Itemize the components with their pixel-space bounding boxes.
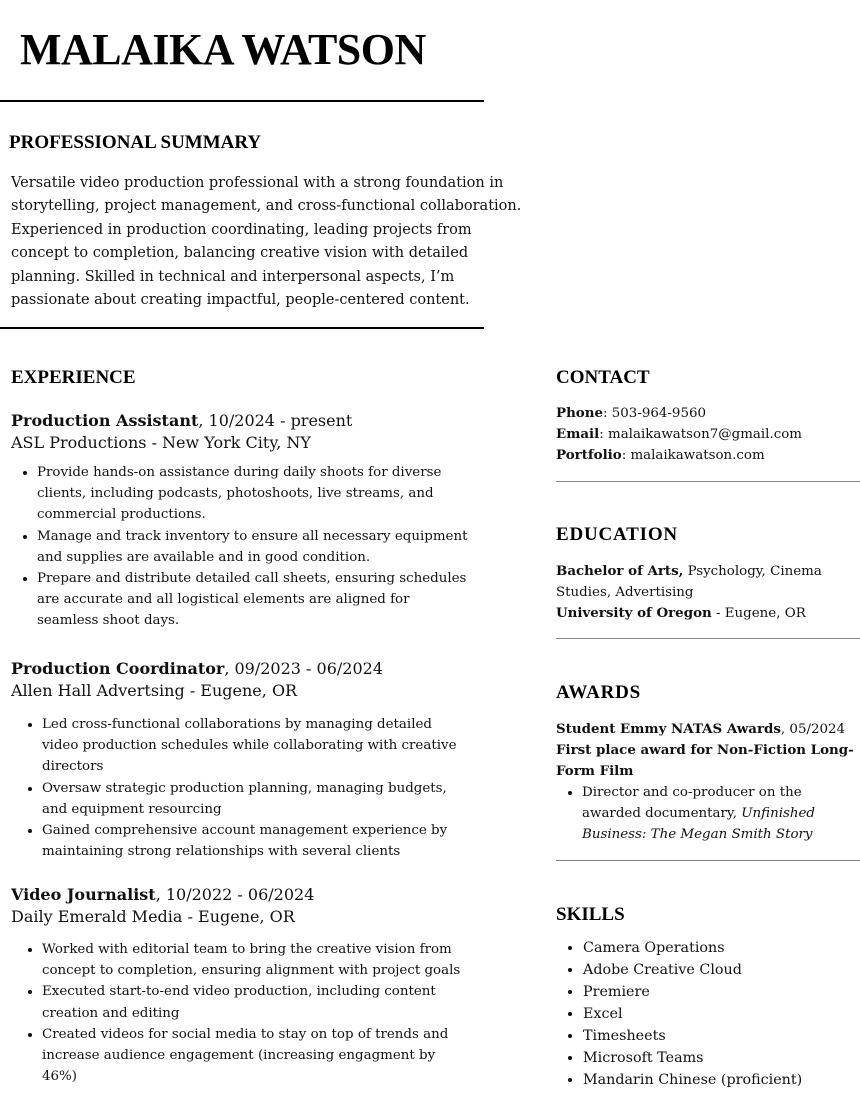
education-divider: [556, 638, 860, 639]
job-bullets: [11, 714, 471, 862]
skill-item: • Excel: [583, 1003, 860, 1025]
contact-block: [556, 403, 856, 466]
contact-email: [556, 424, 856, 445]
job-2: [11, 658, 471, 862]
job-title-line: [11, 884, 471, 906]
job-title-line: [11, 410, 471, 432]
job-title: Production Assistant: [11, 411, 199, 430]
skill-item: • Timesheets: [583, 1025, 860, 1047]
award-title-line: [556, 719, 854, 740]
contact-phone: [556, 403, 856, 424]
candidate-name: MALAIKA WATSON: [20, 25, 426, 74]
job-dates: , 10/2022 - 06/2024: [155, 885, 315, 904]
award-bullets: [556, 782, 854, 846]
job-bullet: • Manage and track inventory to ensure all necessary equipment and supplies are available and in good condition.: [37, 526, 471, 568]
job-bullet: • Provide hands-on assistance during daily shoots for diverse clients, including podcasts, photoshoots, live streams, and commercial productions.: [37, 462, 471, 526]
degree: Bachelor of Arts,: [556, 563, 684, 579]
skills-list: [556, 937, 860, 1091]
job-title-line: [11, 658, 471, 680]
school-name: University of Oregon: [556, 605, 712, 621]
education-block: [556, 561, 846, 624]
skill-item: • Microsoft Teams: [583, 1047, 860, 1069]
award-date: , 05/2024: [780, 722, 846, 737]
degree-line: [556, 561, 846, 603]
job-organization: Allen Hall Advertsing - Eugene, OR: [11, 681, 298, 700]
documentary-title: Unfinished Business: The Megan Smith Story: [582, 806, 815, 843]
job-1: [11, 410, 471, 632]
job-title: Video Journalist: [11, 885, 156, 904]
header-divider: [0, 100, 484, 102]
school-line: [556, 603, 846, 624]
award-description: First place award for Non-Fiction Long-Form Film: [556, 742, 854, 779]
job-bullets: [11, 939, 471, 1087]
school-location: - Eugene, OR: [711, 606, 806, 621]
job-bullet: • Prepare and distribute detailed call sheets, ensuring schedules are accurate and all logistical elements are aligned for seamless shoot days.: [37, 568, 471, 632]
contact-divider: [556, 481, 860, 482]
summary-divider: [0, 327, 484, 329]
job-title: Production Coordinator: [11, 659, 225, 678]
awards-divider: [556, 860, 860, 861]
job-bullet: • Led cross-functional collaborations by managing detailed video production schedules while collaborating with creative directors: [42, 714, 471, 778]
skill-item: • Camera Operations: [583, 937, 860, 959]
contact-portfolio: [556, 445, 856, 466]
job-dates: , 10/2024 - present: [198, 411, 353, 430]
summary-text: Versatile video production professional with a strong foundation in storytelling, project management, and cross-functional collaboration. Experienced in production coordinating, leading projects from concept to completion, balancing creative vision with detailed planning. Skilled in technical and interpersonal aspects, I’m passionate about creating impactful, people-centered content.: [11, 175, 522, 309]
phone-label: Phone: [556, 405, 603, 421]
degree-fields: Psychology, Cinema Studies, Advertising: [556, 564, 822, 600]
job-3: [11, 884, 471, 1087]
job-bullet: • Executed start-to-end video production, including content creation and editing: [42, 981, 471, 1023]
portfolio-label: Portfolio: [556, 447, 622, 463]
experience-heading: EXPERIENCE: [11, 367, 136, 388]
summary-heading: PROFESSIONAL SUMMARY: [9, 132, 262, 153]
job-bullet: • Oversaw strategic production planning, managing budgets, and equipment resourcing: [42, 778, 471, 820]
contact-heading: CONTACT: [556, 367, 650, 388]
skill-item: • Premiere: [583, 981, 860, 1003]
job-bullet: • Created videos for social media to stay on top of trends and increase audience engagement (increasing engagment by 46%): [42, 1024, 471, 1088]
job-dates: , 09/2023 - 06/2024: [224, 659, 383, 678]
skill-item: • Adobe Creative Cloud: [583, 959, 860, 981]
email-label: Email: [556, 426, 600, 442]
awards-heading: AWARDS: [556, 682, 642, 703]
awards-block: [556, 719, 854, 846]
job-bullet: • Worked with editorial team to bring the creative vision from concept to completion, ensuring alignment with project goals: [42, 939, 471, 981]
phone-value: : 503-964-9560: [603, 406, 707, 421]
job-organization: ASL Productions - New York City, NY: [11, 433, 311, 452]
job-organization: Daily Emerald Media - Eugene, OR: [11, 907, 295, 926]
award-name: Student Emmy NATAS Awards: [556, 721, 781, 737]
skills-heading: SKILLS: [556, 904, 625, 925]
portfolio-value: : malaikawatson.com: [621, 448, 765, 463]
job-bullet: • Gained comprehensive account management experience by maintaining strong relationships with several clients: [42, 820, 471, 862]
skill-item: • Mandarin Chinese (proficient): [583, 1069, 860, 1091]
award-bullet: • Director and co-producer on the awarded documentary, Unfinished Business: The Megan Smith Story: [582, 782, 854, 846]
email-value: : malaikawatson7@gmail.com: [599, 427, 802, 442]
job-bullets: [11, 462, 471, 632]
education-heading: EDUCATION: [556, 524, 678, 545]
